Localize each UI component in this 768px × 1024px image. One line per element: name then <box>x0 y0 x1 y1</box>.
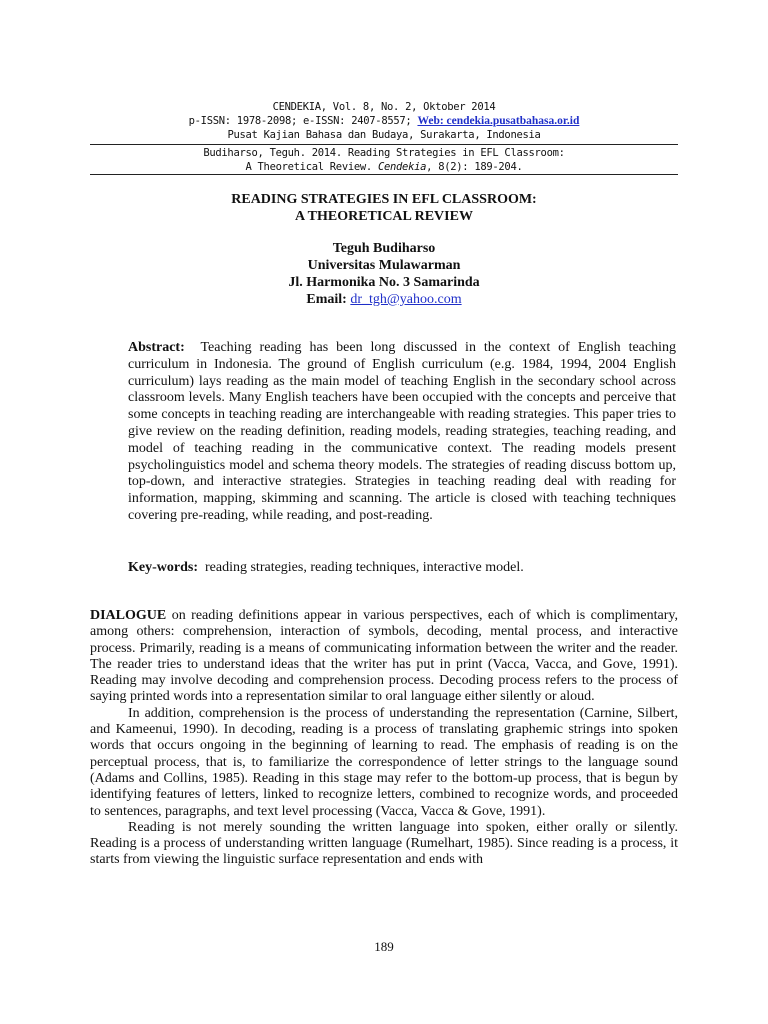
abstract <box>128 340 676 525</box>
author-block <box>90 240 678 308</box>
page-number: 189 <box>374 939 394 954</box>
body-text <box>90 608 678 869</box>
issn-text: p-ISSN: 1978-2098; e-ISSN: 2407-8557; <box>188 115 412 127</box>
header-bottom-rule <box>90 174 678 175</box>
institution-line: Pusat Kajian Bahasa dan Budaya, Surakarta, Indonesia <box>227 129 541 141</box>
citation-journal-name: Cendekia <box>377 161 427 173</box>
keywords <box>128 559 676 576</box>
body-paragraph-1 <box>90 608 678 706</box>
paragraph-lead-word: DIALOGUE <box>90 608 167 623</box>
journal-header <box>90 100 678 142</box>
issn-line <box>90 114 678 128</box>
citation-line-2 <box>90 160 678 174</box>
abstract-text: Teaching reading has been long discussed in the context of English teaching curriculum in Indonesia. The ground of English curriculum (e.g. 1984, 1994, 2004 English curriculum) lays reading as the main model of teaching English in the secondary school across classroom levels. Many English teachers have been occupied with the concepts and perceive that some concepts in teaching reading are interchangeable with reading strategies. This paper tries to give review on the reading definition, reading models, reading strategies, teaching reading, and model of teaching reading in the communicative context. The reading models present psycholinguistics model and schema theory models. The strategies of reading discuss bottom up, top-down, and interactive strategies. Strategies in teaching reading deal with reading for information, mapping, skimming and scanning. The article is closed with teaching techniques covering pre-reading, while reading, and post-reading. <box>128 340 676 523</box>
paragraph-1-text: on reading definitions appear in various perspectives, each of which is complimentary, among others: comprehension, interaction of symbols, decoding, mental process, and interactive process. Primarily, reading is a means of communicating information between the writer and the reader. The reader tries to understand ideas that the writer has put in print (Vacca, Vacca, and Gove, 1991). Reading may involve decoding and comprehension process. Decoding process refers to the process of saying printed words into a representation similar to oral language either silently or aloud. <box>90 608 678 705</box>
body-paragraph-2: In addition, comprehension is the process of understanding the representation (Carnine, Silbert, and Kameenui, 1990). In decoding, reading is a process of translating graphemic strings into spoken words that occurs ongoing in the beginning of learning to read. The emphasis of reading is on the perceptual process, that is, to familiarize the correspondence of letter strings to the language sound (Adams and Collins, 1985). Reading in this stage may refer to the bottom-up process, that is begun by identifying features of letters, linked to recognize letters, combined to recognize words, and proceeded to sentences, paragraphs, and text level processing (Vacca, Vacca & Gove, 1991). <box>90 705 678 819</box>
keywords-text: reading strategies, reading techniques, interactive model. <box>205 560 524 575</box>
journal-web-link[interactable]: Web: cendekia.pusatbahasa.or.id <box>417 115 580 127</box>
citation-volume-pages: , 8(2): 189-204. <box>426 161 523 173</box>
keywords-label: Key-words: <box>128 560 198 575</box>
author-email-line <box>90 291 678 308</box>
author-affiliation: Universitas Mulawarman <box>307 258 461 273</box>
author-name: Teguh Budiharso <box>332 241 436 256</box>
journal-volume-line: CENDEKIA, Vol. 8, No. 2, Oktober 2014 <box>272 101 496 113</box>
abstract-label: Abstract: <box>128 340 185 355</box>
paper-title <box>90 191 678 225</box>
title-line-2: A THEORETICAL REVIEW <box>295 209 473 224</box>
citation-block <box>90 146 678 174</box>
email-label: Email: <box>306 292 347 307</box>
author-address: Jl. Harmonika No. 3 Samarinda <box>288 275 480 290</box>
author-email-link[interactable]: dr_tgh@yahoo.com <box>350 292 462 307</box>
citation-line-1: Budiharso, Teguh. 2014. Reading Strategies in EFL Classroom: <box>203 147 565 159</box>
title-line-1: READING STRATEGIES IN EFL CLASSROOM: <box>231 192 537 207</box>
citation-title-end: A Theoretical Review. <box>245 161 372 173</box>
header-top-rule <box>90 144 678 145</box>
body-paragraph-3: Reading is not merely sounding the written language into spoken, either orally or silently. Reading is a process of understanding written language (Rumelhart, 1985). Since reading is a process, it starts from viewing the linguistic surface representation and ends with <box>90 819 678 868</box>
